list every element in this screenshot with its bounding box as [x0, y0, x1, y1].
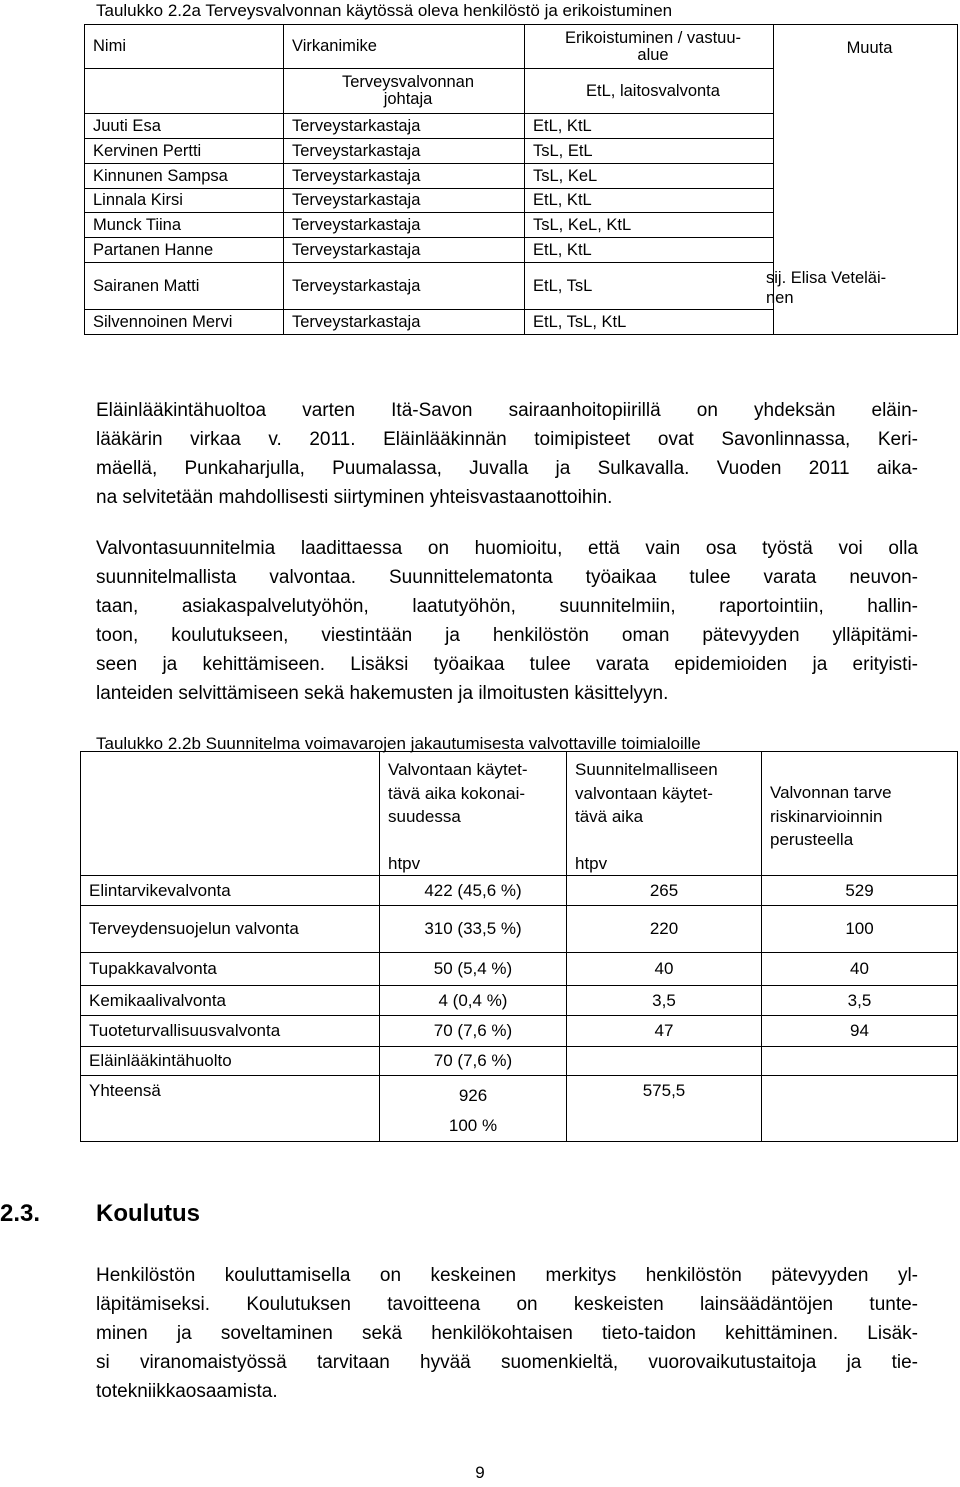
cell-spec: EtL, TsL, KtL [525, 310, 774, 335]
cell-label: Terveydensuojelun valvonta [81, 906, 380, 953]
cell-planned: 220 [567, 906, 762, 953]
cell-name: Juuti Esa [85, 114, 284, 139]
cell-name: Silvennoinen Mervi [85, 310, 284, 335]
header-empty [81, 752, 380, 876]
cell-total: 70 (7,6 %) [380, 1047, 567, 1076]
text-line: seen ja kehittämiseen. Lisäksi työaikaa tulee varata epidemioiden ja erityisti- [96, 654, 918, 675]
cell-spec: EtL, TsL [525, 263, 774, 310]
table-row-total [81, 1076, 958, 1142]
cell-risk: 3,5 [762, 986, 958, 1016]
header-line: Valvontaan käytet- [388, 760, 528, 779]
header-line: suudessa [388, 807, 461, 826]
cell-risk [762, 1047, 958, 1076]
cell-spec: TsL, KeL [525, 164, 774, 189]
cell-spec: EtL, KtL [525, 238, 774, 263]
header-spec-line2: alue [637, 45, 669, 64]
header-name: Nimi [85, 25, 284, 69]
title-line2: johtaja [383, 90, 433, 108]
cell-title: Terveystarkastaja [284, 263, 525, 310]
text-line: Valvontasuunnitelmia laadittaessa on huomioitu, että vain osa työstä voi olla [96, 538, 918, 559]
cell-planned [567, 1047, 762, 1076]
cell-planned: 47 [567, 1016, 762, 1047]
text-line: totekniikkaosaamista. [96, 1381, 278, 1402]
cell-risk: 40 [762, 953, 958, 986]
cell-name: Linnala Kirsi [85, 189, 284, 213]
cell-planned: 265 [567, 876, 762, 906]
text-line: lääkärin virkaa v. 2011. Eläinlääkinnän toimipisteet ovat Savonlinnassa, Keri- [96, 429, 918, 450]
header-line: perusteella [770, 830, 854, 849]
table-row [81, 1047, 958, 1076]
cell-spec: EtL, KtL [525, 189, 774, 213]
section-number: 2.3. [0, 1200, 41, 1227]
header-planned-time [567, 752, 762, 876]
section-title: Koulutus [96, 1200, 200, 1227]
table-row [81, 906, 958, 953]
cell-planned: 3,5 [567, 986, 762, 1016]
cell-total: 70 (7,6 %) [380, 1016, 567, 1047]
cell-title: Terveystarkastaja [284, 213, 525, 238]
cell-title: Terveystarkastaja [284, 114, 525, 139]
page-number: 9 [475, 1463, 485, 1482]
cell-total: 422 (45,6 %) [380, 876, 567, 906]
text-line: Eläinlääkintähuoltoa varten Itä-Savon sairaanhoitopiirillä on yhdeksän eläin- [96, 400, 918, 421]
cell-spec: EtL, laitosvalvonta [525, 69, 774, 114]
header-muuta: Muuta [846, 39, 893, 57]
cell-name: Munck Tiina [85, 213, 284, 238]
cell-title: Terveystarkastaja [284, 189, 525, 213]
cell-spec: TsL, KeL, KtL [525, 213, 774, 238]
text-line: toon, koulutukseen, viestintään ja henkilöstön oman pätevyyden ylläpitämi- [96, 625, 918, 646]
paragraph-planning [96, 534, 918, 708]
cell-name: Sairanen Matti [85, 263, 284, 310]
cell-title: Terveystarkastaja [284, 164, 525, 189]
paragraph-training [96, 1261, 918, 1406]
table2-caption: Taulukko 2.2b Suunnitelma voimavarojen jakautumisesta valvottaville toimialoille [96, 734, 701, 753]
table-row [81, 1016, 958, 1047]
cell-total: 4 (0,4 %) [380, 986, 567, 1016]
header-unit: htpv [575, 853, 608, 873]
header-unit: htpv [388, 853, 421, 873]
cell-planned: 575,5 [567, 1076, 762, 1142]
cell-title: Terveystarkastaja [284, 310, 525, 335]
cell-planned: 40 [567, 953, 762, 986]
text-line: taan, asiakaspalvelutyöhön, laatutyöhön, suunnitelmiin, raportointiin, hallin- [96, 596, 918, 617]
text-line: mäellä, Punkaharjulla, Puumalassa, Juvalla ja Sulkavalla. Vuoden 2011 aika- [96, 458, 918, 479]
text-line: minen ja soveltaminen sekä henkilökohtaisen tieto-taidon kehittäminen. Lisäk- [96, 1323, 918, 1344]
table1-caption: Taulukko 2.2a Terveysvalvonnan käytössä oleva henkilöstö ja erikoistuminen [96, 1, 673, 20]
cell-total: 50 (5,4 %) [380, 953, 567, 986]
cell-label: Tupakkavalvonta [81, 953, 380, 986]
cell-title: Terveystarkastaja [284, 238, 525, 263]
cell-label: Yhteensä [81, 1076, 380, 1142]
cell-label: Elintarvikevalvonta [81, 876, 380, 906]
cell-total: 310 (33,5 %) [380, 906, 567, 953]
header-title: Virkanimike [284, 25, 525, 69]
cell-label: Eläinlääkintähuolto [81, 1047, 380, 1076]
note-line2: nen [766, 289, 794, 307]
table-row [81, 876, 958, 906]
cell-name [85, 69, 284, 114]
total-percent: 100 % [448, 1116, 498, 1135]
cell-name: Kervinen Pertti [85, 139, 284, 164]
cell-title [284, 69, 525, 114]
header-line: tävä aika [575, 807, 644, 826]
header-line: riskinarvioinnin [770, 806, 883, 826]
cell-label: Kemikaalivalvonta [81, 986, 380, 1016]
header-line: tävä aika kokonai- [388, 783, 526, 803]
header-total-time [380, 752, 567, 876]
table-row [81, 986, 958, 1016]
text-line: si viranomaistyössä tarvitaan hyvää suomenkieltä, vuorovaikutustaitoja ja tie- [96, 1352, 918, 1373]
cell-risk: 94 [762, 1016, 958, 1047]
header-specialization [525, 25, 774, 69]
title-line1: Terveysvalvonnan [341, 73, 475, 91]
header-risk-need [762, 752, 958, 876]
text-line: läpitämiseksi. Koulutuksen tavoitteena on keskeisten lainsäädäntöjen tunte- [96, 1294, 918, 1315]
cell-spec: TsL, EtL [525, 139, 774, 164]
resources-table [80, 751, 958, 1142]
cell-name: Kinnunen Sampsa [85, 164, 284, 189]
header-line: Suunnitelmalliseen [575, 760, 718, 779]
cell-risk [762, 1076, 958, 1142]
table-row [81, 953, 958, 986]
cell-total [380, 1076, 567, 1142]
cell-risk: 529 [762, 876, 958, 906]
substitute-note [766, 268, 886, 308]
header-spec-line1: Erikoistuminen / vastuu- [564, 28, 742, 47]
text-line: lanteiden selvittämiseen sekä hakemusten ja ilmoitusten käsittelyyn. [96, 683, 669, 704]
cell-risk: 100 [762, 906, 958, 953]
header-line: Valvonnan tarve [770, 783, 892, 802]
header-line: valvontaan käytet- [575, 783, 713, 803]
total-value: 926 [458, 1086, 488, 1105]
cell-title: Terveystarkastaja [284, 139, 525, 164]
paragraph-veterinary [96, 396, 918, 512]
cell-label: Tuoteturvallisuusvalvonta [81, 1016, 380, 1047]
text-line: Henkilöstön kouluttamisella on keskeinen merkitys henkilöstön pätevyyden yl- [96, 1265, 918, 1286]
cell-name: Partanen Hanne [85, 238, 284, 263]
text-line: suunnitelmallista valvontaa. Suunnittelematonta työaikaa tulee varata neuvon- [96, 567, 918, 588]
note-line1: sij. Elisa Veteläi- [766, 269, 887, 287]
text-line: na selvitetään mahdollisesti siirtyminen yhteisvastaanottoihin. [96, 487, 613, 508]
cell-spec: EtL, KtL [525, 114, 774, 139]
